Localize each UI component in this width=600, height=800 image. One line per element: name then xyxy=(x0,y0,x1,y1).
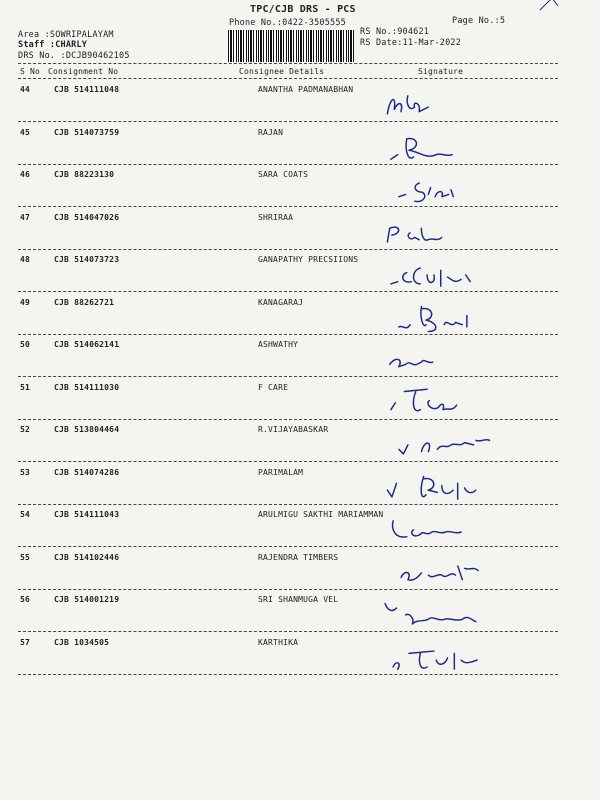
handwritten-signature xyxy=(375,217,495,251)
row-consignment-number: CJB 514111030 xyxy=(54,382,120,392)
row-consignee-name: PARIMALAM xyxy=(258,467,304,477)
row-consignee-name: KARTHIKA xyxy=(258,637,299,647)
handwritten-signature xyxy=(383,514,503,548)
row-consignee-name: RAJAN xyxy=(258,127,284,137)
row-serial-number: 55 xyxy=(20,552,31,562)
barcode xyxy=(228,30,354,62)
row-serial-number: 54 xyxy=(20,510,31,519)
row-serial-number: 51 xyxy=(20,382,31,392)
handwritten-signature xyxy=(375,472,495,506)
row-consignee-name: GANAPATHY PRECSIIONS xyxy=(258,255,359,264)
row-consignee-name: SHRIRAA xyxy=(258,212,294,222)
row-divider xyxy=(18,589,558,590)
header-divider xyxy=(18,63,558,64)
row-consignment-number: CJB 514111043 xyxy=(54,510,120,519)
handwritten-signature xyxy=(375,344,495,378)
area-label: Area :SOWRIPALAYAM xyxy=(18,30,114,40)
header-divider xyxy=(18,78,558,79)
row-consignment-number: CJB 88262721 xyxy=(54,297,115,307)
row-divider xyxy=(18,419,558,420)
row-consignee-name: SARA COATS xyxy=(258,170,309,179)
row-consignment-number: CJB 514102446 xyxy=(54,552,120,562)
handwritten-signature xyxy=(383,132,503,166)
row-consignment-number: CJB 514074286 xyxy=(54,467,120,477)
handwritten-signature xyxy=(391,174,511,208)
row-consignee-name: F CARE xyxy=(258,382,289,392)
column-header-signature: Signature xyxy=(418,67,464,76)
row-divider xyxy=(18,291,558,292)
row-serial-number: 46 xyxy=(20,170,31,179)
handwritten-signature xyxy=(375,89,495,123)
row-serial-number: 44 xyxy=(20,85,31,94)
row-consignee-name: RAJENDRA TIMBERS xyxy=(258,552,339,562)
row-divider xyxy=(18,249,558,250)
handwritten-signature xyxy=(383,387,503,421)
rs-number: RS No.:904621 xyxy=(360,27,430,37)
row-consignment-number: CJB 514001219 xyxy=(54,595,120,604)
column-header-consignment: Consignment No xyxy=(48,67,119,76)
row-serial-number: 47 xyxy=(20,212,31,222)
row-consignment-number: CJB 514047026 xyxy=(54,212,120,222)
column-header-details: Consignee Details xyxy=(239,67,325,76)
row-divider xyxy=(18,376,558,377)
corner-pen-mark xyxy=(538,0,568,12)
phone-number: Phone No.:0422-3505555 xyxy=(229,18,346,28)
row-consignee-name: KANAGARAJ xyxy=(258,297,304,307)
handwritten-signature xyxy=(391,302,511,336)
rs-date: RS Date:11-Mar-2022 xyxy=(360,38,462,48)
handwritten-signature xyxy=(391,429,511,463)
row-serial-number: 56 xyxy=(20,595,31,604)
row-consignee-name: R.VIJAYABASKAR xyxy=(258,425,329,434)
row-consignment-number: CJB 514062141 xyxy=(54,340,120,349)
row-divider xyxy=(18,631,558,632)
staff-label: Staff :CHARLY xyxy=(18,40,88,50)
row-serial-number: 52 xyxy=(20,425,31,434)
row-serial-number: 45 xyxy=(20,127,31,137)
row-divider xyxy=(18,546,558,547)
row-divider xyxy=(18,674,558,675)
handwritten-signature xyxy=(391,557,511,591)
row-consignee-name: ANANTHA PADMANABHAN xyxy=(258,85,354,94)
row-divider xyxy=(18,206,558,207)
handwritten-signature xyxy=(383,259,503,293)
row-serial-number: 57 xyxy=(20,637,31,647)
row-consignment-number: CJB 514073759 xyxy=(54,127,120,137)
row-consignment-number: CJB 514111048 xyxy=(54,85,120,94)
row-consignment-number: CJB 513804464 xyxy=(54,425,120,434)
handwritten-signature xyxy=(383,642,503,676)
row-divider xyxy=(18,121,558,122)
row-consignment-number: CJB 514073723 xyxy=(54,255,120,264)
handwritten-signature xyxy=(375,599,495,633)
row-consignee-name: ASHWATHY xyxy=(258,340,299,349)
row-consignee-name: ARULMIGU SAKTHI MARIAMMAN xyxy=(258,510,384,519)
row-consignee-name: SRI SHANMUGA VEL xyxy=(258,595,339,604)
row-consignment-number: CJB 88223130 xyxy=(54,170,115,179)
page-number: Page No.:5 xyxy=(452,16,506,26)
drs-number: DRS No. :DCJB90462105 xyxy=(18,51,130,61)
row-divider xyxy=(18,504,558,505)
row-divider xyxy=(18,164,558,165)
column-header-sno: S No xyxy=(20,67,41,76)
row-serial-number: 48 xyxy=(20,255,31,264)
row-serial-number: 53 xyxy=(20,467,31,477)
row-serial-number: 49 xyxy=(20,297,31,307)
row-divider xyxy=(18,334,558,335)
row-serial-number: 50 xyxy=(20,340,31,349)
row-consignment-number: CJB 1034505 xyxy=(54,637,110,647)
row-divider xyxy=(18,461,558,462)
document-title: TPC/CJB DRS - PCS xyxy=(250,4,356,15)
